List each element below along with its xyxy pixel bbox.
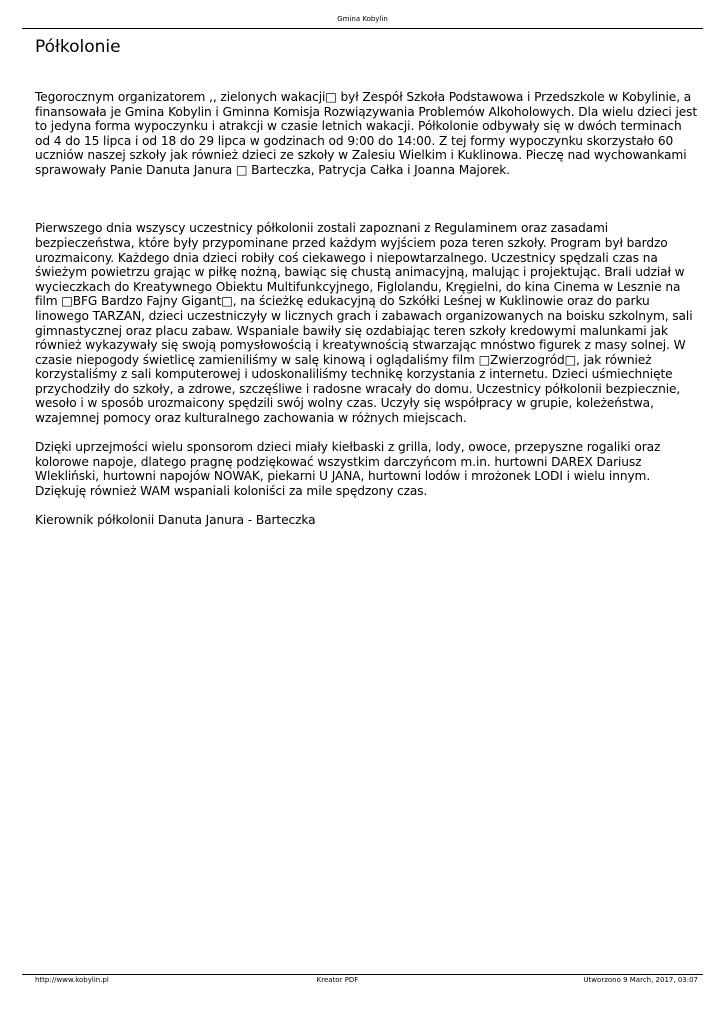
paragraph-sponsors: Dzięki uprzejmości wielu sponsorom dzieci miały kiełbaski z grilla, lody, owoce, przepyszne rogaliki oraz kolorowe napoje, dlatego pragnę podziękować wszystkim darczyńcom m.in. hurtowni DAREX Dariusz Wlekliński, hurtowni napojów NOWAK, piekarni U JANA, hurtowni lodów i mrożonek LODI i wielu innym. Dziękuję również WAM wspaniali koloniści za mile spędzony czas. [35,440,661,499]
site-name: Gmina Kobylin [337,15,388,23]
footer-generator: Kreator PDF [316,976,359,984]
footer-url-link[interactable]: http://www.kobylin.pl [35,976,109,984]
paragraph-program: Pierwszego dnia wszyscy uczestnicy półkolonii zostali zapoznani z Regulaminem oraz zasadami bezpieczeństwa, które były przypominane przed każdym wyjściem poza teren szkoły. Program był bardzo urozmaicony. Każdego dnia dzieci robiły coś ciekawego i niepowtarzalnego. Uczestnicy spędzali czas na świeżym powietrzu grając w piłkę nożną, bawiąc się chustą animacyjną, malując i projektując. Brali udział w wycieczkach do Kreatywnego Obiektu Multifunkcyjnego, Figlolandu, Kręgielni, do kina Cinema w Lesznie na film □BFG Bardzo Fajny Gigant□, na ścieżkę edukacyjną do Szkółki Leśnej w Kuklinowie oraz do parku linowego TARZAN, dzieci uczestniczyły w licznych grach i zabawach organizowanych na boisku szkolnym, sali gimnastycznej oraz placu zabaw. Wspaniale bawiły się ozdabiając teren szkoły kredowymi malunkami jak również wykazywały się swoją pomysłowością i kreatywnością stwarzając mnóstwo figurek z masy solnej. W czasie niepogody świetlicę zamieniliśmy w salę kinową i oglądaliśmy film □Zwierzogród□, jak również korzystaliśmy z sali komputerowej i udoskonaliliśmy technikę korzystania z internetu. Dzieci uśmiechnięte przychodziły do szkoły, a zdrowe, szczęśliwe i radosne wracały do domu. Uczestnicy półkolonii bezpiecznie, wesoło i w sposób urozmaicony spędzili swój wolny czas. Uczyły się współpracy w grupie, koleżeństwa, wzajemnej pomocy oraz kulturalnego zachowania w różnych miejscach. [35,221,693,426]
footer-divider [22,974,703,975]
article-body [35,90,698,528]
footer-created-date: Utworzono 9 March, 2017, 03:07 [583,976,698,984]
paragraph-intro: Tegorocznym organizatorem ,, zielonych wakacji□ był Zespół Szkoła Podstawowa i Przedszkole w Kobylinie, a finansowała je Gmina Kobylin i Gminna Komisja Rozwiązywania Problemów Alkoholowych. Dla wielu dzieci jest to jedyna forma wypoczynku i atrakcji w czasie letnich wakacji. Półkolonie odbywały się w dwóch terminach od 4 do 15 lipca i od 18 do 29 lipca w godzinach od 9:00 do 14:00. Z tej formy wypoczynku skorzystało 60 uczniów naszej szkoły jak również dzieci ze szkoły w Zalesiu Wielkim i Kuklinowa. Pieczę nad wychowankami sprawowały Panie Danuta Janura □ Barteczka, Patrycja Całka i Joanna Majorek. [35,90,698,177]
page-header [0,15,725,24]
page-title: Półkolonie [35,37,121,57]
paragraph-signature: Kierownik półkolonii Danuta Janura - Barteczka [35,513,316,528]
header-divider [22,28,703,29]
